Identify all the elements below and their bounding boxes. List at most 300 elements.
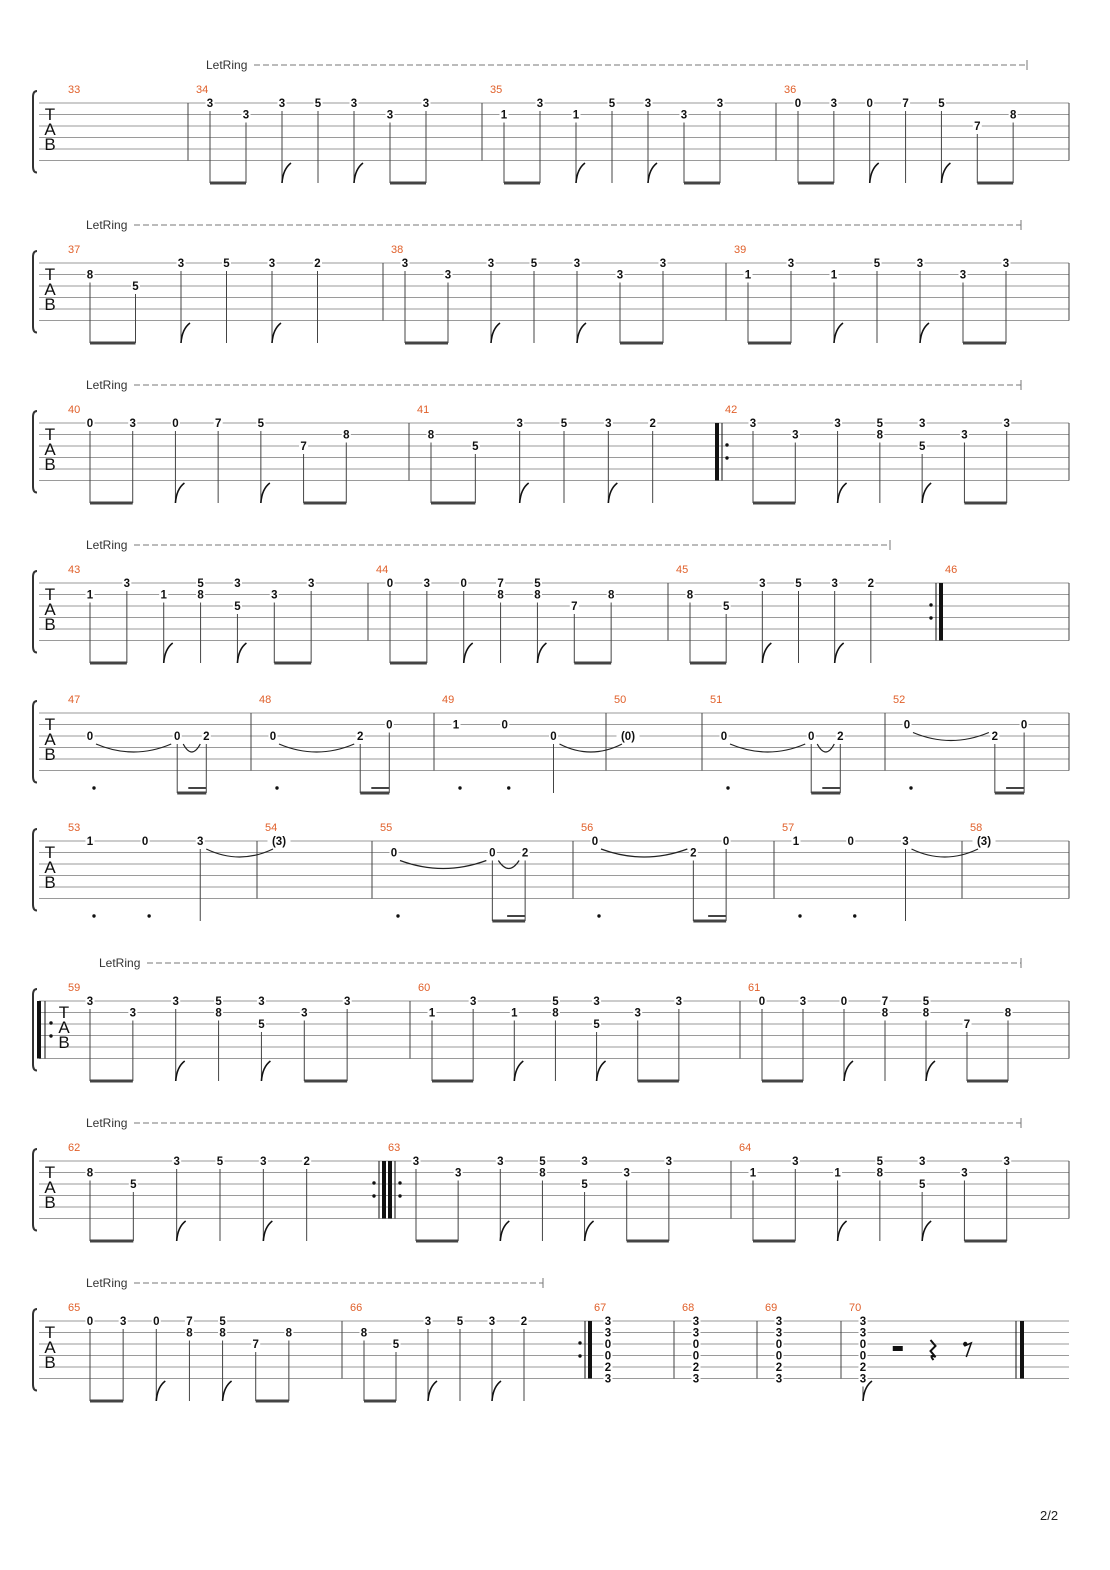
fret-number: 7 [214,418,222,430]
measure-number: 61 [748,982,761,994]
fret-number: 5 [258,1019,265,1031]
tab-system [33,380,1069,503]
fret-number: 3 [1002,258,1010,270]
fret-number: 8 [215,1007,222,1020]
fret-number: 8 [876,1167,884,1180]
eighth-flag [838,483,847,503]
eighth-flag [272,323,281,343]
measure-number: 70 [849,1302,862,1314]
eighth-flag [537,643,546,663]
eighth-flag [428,1381,437,1401]
tab-clef-letter: A [44,858,56,877]
fret-number: 3 [859,1373,867,1386]
tab-system [33,60,1069,183]
tab-clef-letter: T [44,1163,56,1182]
system-bracket [33,1309,37,1391]
fret-number: 2 [520,1316,528,1328]
fret-number: 3 [692,1316,700,1328]
fret-number: 2 [303,1156,310,1168]
fret-number: 2 [314,258,321,270]
fret-number: 0 [604,1339,612,1351]
fret-number: 2 [690,847,697,860]
let-ring-label: LetRing [86,378,128,392]
eighth-flag [492,1381,501,1401]
fret-number: 3 [260,1156,267,1168]
dot-duration [909,786,912,789]
tab-system [33,829,1069,921]
fret-number: 1 [792,836,800,848]
fret-number: 7 [497,578,504,590]
fret-number: 5 [581,1179,588,1191]
fret-number: 3 [961,429,968,442]
fret-number: 0 [840,996,848,1008]
eighth-flag [762,643,771,663]
fret-number: 2 [649,418,656,430]
fret-number: 0 [86,418,94,430]
fret-number: 3 [386,109,394,122]
measure-number: 53 [68,822,81,834]
fret-number: 5 [560,418,568,430]
fret-number: 8 [881,1007,889,1020]
fret-number: (3) [976,836,992,848]
fret-number: 7 [902,98,909,110]
fret-number: 2 [521,847,529,860]
repeat-thick-bar [37,1001,41,1059]
fret-number: 8 [285,1327,293,1340]
fret-number: 3 [749,418,757,430]
eighth-flag [870,163,879,183]
tab-clef-letter: B [44,295,56,314]
fret-number: 0 [141,836,149,848]
fret-number: 7 [881,996,889,1008]
fret-number: 3 [759,578,766,590]
fret-number: 3 [129,1007,137,1020]
measure-number: 69 [765,1302,778,1314]
tab-system [33,1278,1069,1401]
fret-number: 5 [132,281,139,293]
fret-number: 3 [616,269,624,282]
fret-number: 1 [160,589,167,602]
fret-number: 3 [242,109,250,122]
tab-system [33,701,1069,793]
measure-number: 42 [725,404,738,416]
fret-number: 8 [86,1167,94,1180]
fret-number: 0 [847,836,854,848]
dot-duration [726,786,729,789]
eighth-flag [164,643,173,663]
fret-number: 5 [722,601,730,613]
measure-number: 48 [259,694,272,706]
fret-number: 5 [215,996,222,1008]
fret-number: 0 [720,731,728,743]
fret-number: 3 [401,258,409,270]
fret-number: 0 [722,836,730,848]
dot-duration [597,914,600,917]
measure-number: 38 [391,244,404,256]
fret-number: 3 [258,996,265,1008]
fret-number: 0 [86,1316,94,1328]
fret-number: 0 [859,1350,867,1363]
fret-number: 1 [511,1007,518,1020]
repeat-dot [929,616,932,619]
fret-number: 5 [539,1156,546,1168]
fret-number: 8 [343,429,350,442]
fret-number: 3 [775,1327,783,1340]
fret-number: 0 [808,731,815,743]
fret-number: 3 [197,836,204,848]
fret-number: 5 [876,418,884,430]
fret-number: 2 [837,731,844,743]
fret-number: 3 [775,1316,783,1328]
fret-number: 5 [593,1019,600,1031]
repeat-dot [725,443,728,446]
fret-number: 7 [186,1316,193,1328]
fret-number: 8 [534,589,541,602]
measure-number: 56 [581,822,594,834]
fret-number: 3 [206,98,214,110]
fret-number: 2 [859,1362,867,1374]
dot-duration [798,914,801,917]
fret-number: 3 [516,418,523,430]
fret-number: 3 [792,429,799,442]
measure-number: 58 [970,822,983,834]
fret-number: 3 [859,1316,867,1328]
fret-number: 8 [186,1327,193,1340]
tab-clef-letter: A [58,1018,70,1037]
fret-number: 8 [86,269,94,282]
tab-system [33,958,1069,1081]
system-bracket [33,989,37,1071]
tab-clef-letter: T [44,843,56,862]
system-bracket [33,829,37,911]
tab-clef-letter: B [44,1353,56,1372]
tab-clef-letter: A [44,1338,56,1357]
tab-clef-letter: T [44,105,56,124]
fret-number: 5 [234,601,241,613]
eighth-flag [177,1221,186,1241]
fret-number: 3 [234,578,241,590]
fret-number: 0 [269,731,277,743]
dot-duration [396,914,399,917]
repeat-dot [49,1021,52,1024]
eighth-flag [520,483,529,503]
eighth-flag [844,1061,853,1081]
fret-number: 3 [644,98,652,110]
tab-clef-letter: B [44,873,56,892]
fret-number: 3 [831,578,838,590]
tab-clef-letter: B [44,135,56,154]
fret-number: 3 [675,996,683,1008]
fret-number: 8 [539,1167,546,1180]
eighth-rest [964,1343,971,1357]
eighth-flag [835,643,844,663]
fret-number: 3 [665,1156,673,1168]
tab-clef-letter: B [44,1193,56,1212]
fret-number: 3 [1003,418,1010,430]
fret-number: 1 [572,109,580,122]
eighth-flag [597,1061,606,1081]
dot-duration [92,786,95,789]
fret-number: 5 [922,996,930,1008]
fret-number: 2 [867,578,875,590]
fret-number: 8 [219,1327,226,1340]
eighth-flag [261,483,270,503]
fret-number: 3 [454,1167,462,1180]
fret-number: 5 [219,1316,226,1328]
fret-number: 3 [424,1316,432,1328]
fret-number: 3 [301,1007,308,1020]
fret-number: 0 [775,1339,783,1351]
measure-number: 34 [196,84,209,96]
fret-number: 3 [177,258,185,270]
tab-clef-letter: T [58,1003,70,1022]
fret-number: 8 [497,589,504,602]
dot-duration [147,914,150,917]
dot-duration [92,914,95,917]
repeat-dot [725,456,728,459]
fret-number: 0 [386,578,394,590]
eighth-flag [838,1221,847,1241]
fret-number: 3 [1003,1156,1010,1168]
fret-number: 3 [623,1167,630,1180]
fret-number: 8 [1009,109,1017,122]
eighth-flag [237,643,246,663]
fret-number: 8 [197,589,204,602]
eighth-flag [181,323,190,343]
fret-number: 3 [307,578,315,590]
eighth-flag [585,1221,594,1241]
measure-number: 68 [682,1302,695,1314]
eighth-flag [608,483,617,503]
fret-number: 3 [488,1316,496,1328]
eighth-flag [282,163,291,183]
fret-number: 5 [608,98,616,110]
repeat-dot [372,1181,375,1184]
let-ring-label: LetRing [86,1116,128,1130]
fret-number: 0 [775,1350,783,1363]
fret-number: 1 [749,1167,757,1180]
fret-number: 5 [392,1339,400,1351]
fret-number: 8 [427,429,435,442]
fret-number: 7 [963,1019,971,1031]
system-bracket [33,91,37,173]
dot-duration [275,786,278,789]
repeat-thick-bar [388,1161,392,1219]
fret-number: 3 [123,578,131,590]
eighth-flag [648,163,657,183]
fret-number: 5 [552,996,559,1008]
measure-number: 40 [68,404,81,416]
fret-number: 8 [922,1007,930,1020]
measure-number: 66 [350,1302,363,1314]
fret-number: 0 [489,847,496,860]
measure-number: 54 [265,822,278,834]
eighth-flag [926,1061,935,1081]
tab-clef-letter: A [44,730,56,749]
tab-clef-letter: A [44,440,56,459]
measure-number: 43 [68,564,81,576]
fret-number: 7 [300,441,307,453]
eighth-flag [176,1061,185,1081]
eighth-flag [577,323,586,343]
measure-number: 36 [784,84,797,96]
page-number: 2/2 [1040,1508,1059,1523]
measure-number: 55 [380,822,393,834]
fret-number: 3 [916,258,924,270]
tab-clef-letter: A [44,600,56,619]
fret-number: 3 [173,1156,180,1168]
fret-number: 2 [604,1362,612,1374]
fret-number: 7 [974,121,981,133]
fret-number: 0 [866,98,873,110]
fret-number: 0 [460,578,467,590]
fret-number: 3 [604,1316,612,1328]
measure-number: 60 [418,982,431,994]
eighth-flag [175,483,184,503]
fret-number: 7 [571,601,578,613]
fret-number: 0 [386,719,393,732]
fret-number: 3 [129,418,136,430]
tab-clef-letter: T [44,585,56,604]
fret-number: 5 [795,578,802,590]
fret-number: 1 [500,109,508,122]
fret-number: 5 [223,258,230,270]
fret-number: 1 [428,1007,436,1020]
fret-number: 3 [423,578,431,590]
eighth-flag [500,1221,509,1241]
fret-number: 3 [536,98,544,110]
fret-number: 8 [876,429,884,442]
tab-system [33,220,1069,343]
eighth-flag [920,323,929,343]
fret-number: 3 [86,996,94,1008]
tab-clef-letter: T [44,715,56,734]
repeat-dot [398,1181,401,1184]
fret-number: 0 [390,847,398,860]
fret-number: 1 [86,589,94,602]
fret-number: 2 [203,731,210,743]
fret-number: 5 [314,98,322,110]
fret-number: 3 [604,1373,612,1386]
eighth-flag [263,1221,272,1241]
fret-number: 1 [830,269,838,282]
fret-number: 8 [360,1327,368,1340]
let-ring-label: LetRing [86,1276,128,1290]
measure-number: 52 [893,694,906,706]
repeat-thick-bar [939,583,943,641]
measure-number: 63 [388,1142,401,1154]
let-ring-label: LetRing [86,538,128,552]
half-rest [893,1346,903,1351]
fret-number: 8 [607,589,615,602]
fret-number: 3 [581,1156,588,1168]
fret-number: 5 [918,1179,926,1191]
fret-number: 3 [959,269,967,282]
repeat-thick-bar [715,423,719,481]
tab-clef-letter: T [44,425,56,444]
repeat-dot [49,1034,52,1037]
repeat-thick-bar [588,1321,592,1379]
system-bracket [33,411,37,493]
measure-number: 64 [739,1142,752,1154]
tab-clef-letter: B [44,455,56,474]
fret-number: 2 [775,1362,783,1374]
fret-number: 3 [859,1327,867,1340]
fret-number: 1 [452,719,460,732]
fret-number: 3 [716,98,724,110]
fret-number: 3 [692,1373,700,1386]
repeat-thick-bar [382,1161,386,1219]
eighth-flag [491,323,500,343]
fret-number: 2 [692,1362,700,1374]
fret-number: 3 [172,996,179,1008]
dot-duration [458,786,461,789]
fret-number: 5 [876,1156,884,1168]
fret-number: 3 [799,996,807,1008]
fret-number: 3 [573,258,581,270]
fret-number: 3 [830,98,838,110]
measure-number: 65 [68,1302,81,1314]
measure-number: 44 [376,564,389,576]
measure-number: 50 [614,694,627,706]
fret-number: 5 [938,98,945,110]
tab-clef-letter: T [44,265,56,284]
fret-number: 0 [174,731,181,743]
quarter-rest [931,1340,936,1360]
dot-duration [853,914,856,917]
eighth-flag [223,1381,232,1401]
fret-number: 2 [991,731,999,743]
eighth-flag [922,483,931,503]
fret-number: 5 [873,258,881,270]
fret-number: 0 [859,1339,867,1351]
fret-number: 0 [591,836,599,848]
fret-number: 3 [834,418,841,430]
fret-number: 0 [1020,719,1028,732]
fret-number: 0 [86,731,94,743]
system-bracket [33,251,37,333]
measure-number: 41 [417,404,430,416]
fret-number: 3 [444,269,452,282]
fret-number: 3 [918,1156,926,1168]
fret-number: 3 [659,258,667,270]
tab-clef-letter: T [44,1323,56,1342]
repeat-dot [578,1354,581,1357]
fret-number: 3 [469,996,477,1008]
fret-number: 0 [692,1339,700,1351]
fret-number: 0 [758,996,766,1008]
fret-number: 5 [216,1156,224,1168]
fret-number: 5 [530,258,538,270]
fret-number: 0 [501,719,508,732]
fret-number: 3 [487,258,495,270]
fret-number: 0 [550,731,557,743]
fret-number: 3 [497,1156,504,1168]
fret-number: 3 [775,1373,783,1386]
tab-clef-letter: B [58,1033,70,1052]
let-ring-label: LetRing [206,58,248,72]
repeat-dot [578,1341,581,1344]
fret-number: 3 [119,1316,127,1328]
dot-duration [507,786,510,789]
fret-number: 3 [593,996,600,1008]
fret-number: 8 [552,1007,559,1020]
eighth-flag [354,163,363,183]
fret-number: 5 [472,441,479,453]
fret-number: 3 [961,1167,968,1180]
fret-number: 1 [834,1167,841,1180]
tab-system [33,1118,1069,1241]
